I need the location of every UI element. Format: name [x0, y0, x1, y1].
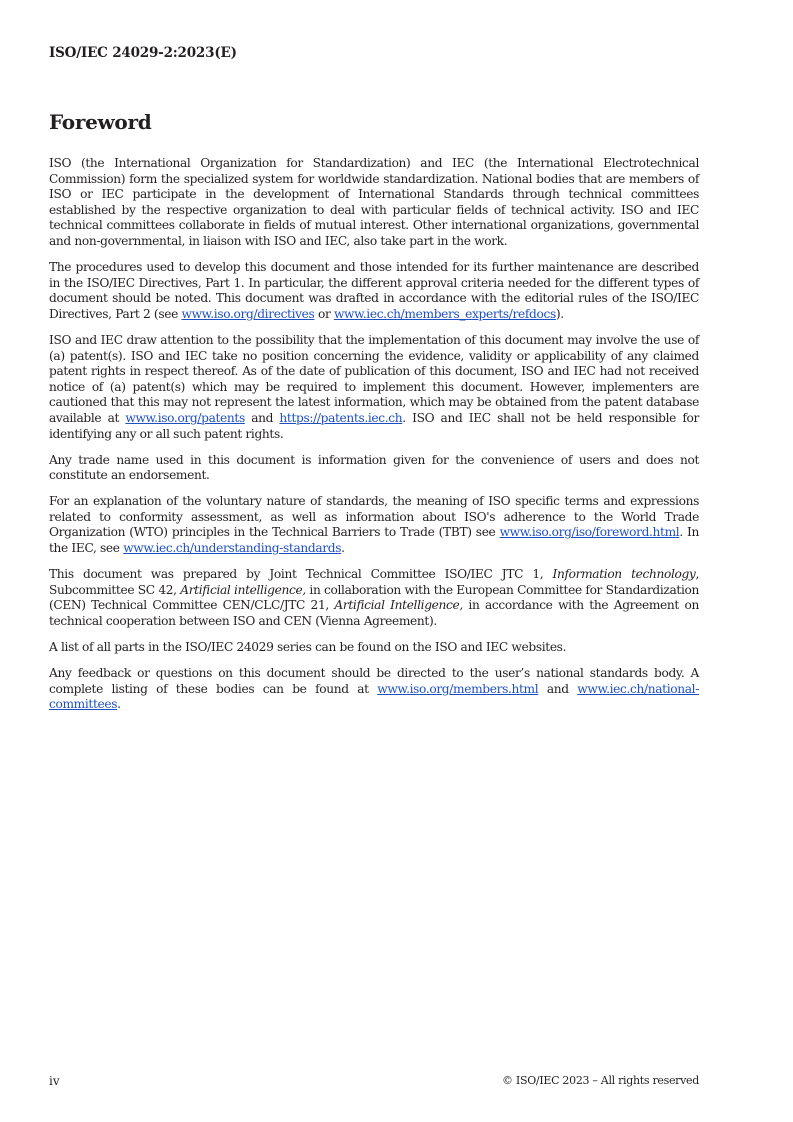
link-iec-understanding-standards[interactable]: www.iec.ch/understanding-standards	[123, 541, 342, 556]
link-iec-refdocs[interactable]: www.iec.ch/members_experts/refdocs	[333, 306, 556, 321]
text: and	[538, 681, 578, 696]
link-iso-directives[interactable]: www.iso.org/directives	[181, 306, 315, 321]
text: .	[341, 541, 345, 556]
text: in accordance with the Agreement on technical cooperation between ISO and CEN (Vienna Agreement).	[49, 598, 699, 628]
link-iso-foreword[interactable]: www.iso.org/iso/foreword.html	[499, 525, 680, 540]
paragraph-feedback	[49, 666, 699, 713]
subcommittee-title: Artificial intelligence,	[180, 582, 306, 597]
text: This document was prepared by Joint Technical Committee ISO/IEC JTC 1,	[49, 567, 553, 582]
text: or	[314, 306, 334, 321]
text: , Subcommittee SC 42,	[49, 567, 699, 597]
cen-committee-title: Artificial Intelligence,	[334, 598, 463, 613]
document-id: ISO/IEC 24029-2:2023(E)	[49, 45, 237, 61]
page-title: Foreword	[49, 110, 152, 134]
paragraph-series-list: A list of all parts in the ISO/IEC 24029 series can be found on the ISO and IEC websites.	[49, 640, 567, 655]
paragraph-prepared-by	[49, 567, 699, 629]
link-iec-patents[interactable]: https://patents.iec.ch	[279, 410, 403, 425]
text: .	[117, 697, 121, 712]
foreword-body	[49, 156, 699, 723]
paragraph-patents	[49, 333, 699, 442]
text: ).	[555, 306, 564, 321]
paragraph-voluntary	[49, 494, 699, 556]
page-number: iv	[49, 1074, 60, 1088]
text: For an explanation of the voluntary nature of standards, the meaning of ISO specific terms and expressions related to conformity assessment, as well as information about ISO's adherence to the World Trade Organization (WTO) principles in the Technical Barriers to Trade (TBT) see	[49, 494, 699, 540]
text: The procedures used to develop this document and those intended for its further maintenance are described in the ISO/IEC Directives, Part 1. In particular, the different approval criteria needed for the different types of document should be noted. This document was drafted in accordance with the editorial rules of the ISO/IEC Directives, Part 2 (see	[49, 260, 699, 321]
copyright-notice: © ISO/IEC 2023 – All rights reserved	[502, 1074, 699, 1087]
link-iso-patents[interactable]: www.iso.org/patents	[125, 410, 245, 425]
text: in collaboration with the European Committee for Standardization (CEN) Technical Committee CEN/CLC/JTC 21,	[49, 582, 699, 613]
text: Any feedback or questions on this document should be directed to the user’s national standards body. A complete listing of these bodies can be found at	[49, 666, 699, 696]
text: ISO and IEC draw attention to the possibility that the implementation of this document may involve the use of (a) patent(s). ISO and IEC take no position concerning the evidence, validity or applicability of any claimed patent rights in respect thereof. As of the date of publication of this document, ISO and IEC had not received notice of (a) patent(s) which may be required to implement this document. However, implementers are cautioned that this may not represent the latest information, which may be obtained from the patent database available at	[49, 332, 699, 425]
text: . ISO and IEC shall not be held responsible for identifying any or all such patent rights.	[49, 410, 699, 441]
link-iso-members[interactable]: www.iso.org/members.html	[377, 681, 539, 696]
paragraph-procedures	[49, 260, 699, 322]
text: . In the IEC, see	[49, 525, 699, 556]
paragraph-trade-name: Any trade name used in this document is information given for the convenience of users and does not constitute an endorsement.	[49, 452, 699, 483]
text: and	[244, 410, 280, 425]
paragraph-intro: ISO (the International Organization for Standardization) and IEC (the International Electrotechnical Commission) form the specialized system for worldwide standardization. National bodies that are members of ISO or IEC participate in the development of International Standards through technical committees established by the respective organization to deal with particular fields of technical activity. ISO and IEC technical committees collaborate in fields of mutual interest. Other international organizations, governmental and non-governmental, in liaison with ISO and IEC, also take part in the work.	[49, 156, 699, 248]
link-iec-national-committees[interactable]: www.iec.ch/national-committees	[49, 681, 699, 712]
committee-title: Information technology	[552, 567, 696, 582]
